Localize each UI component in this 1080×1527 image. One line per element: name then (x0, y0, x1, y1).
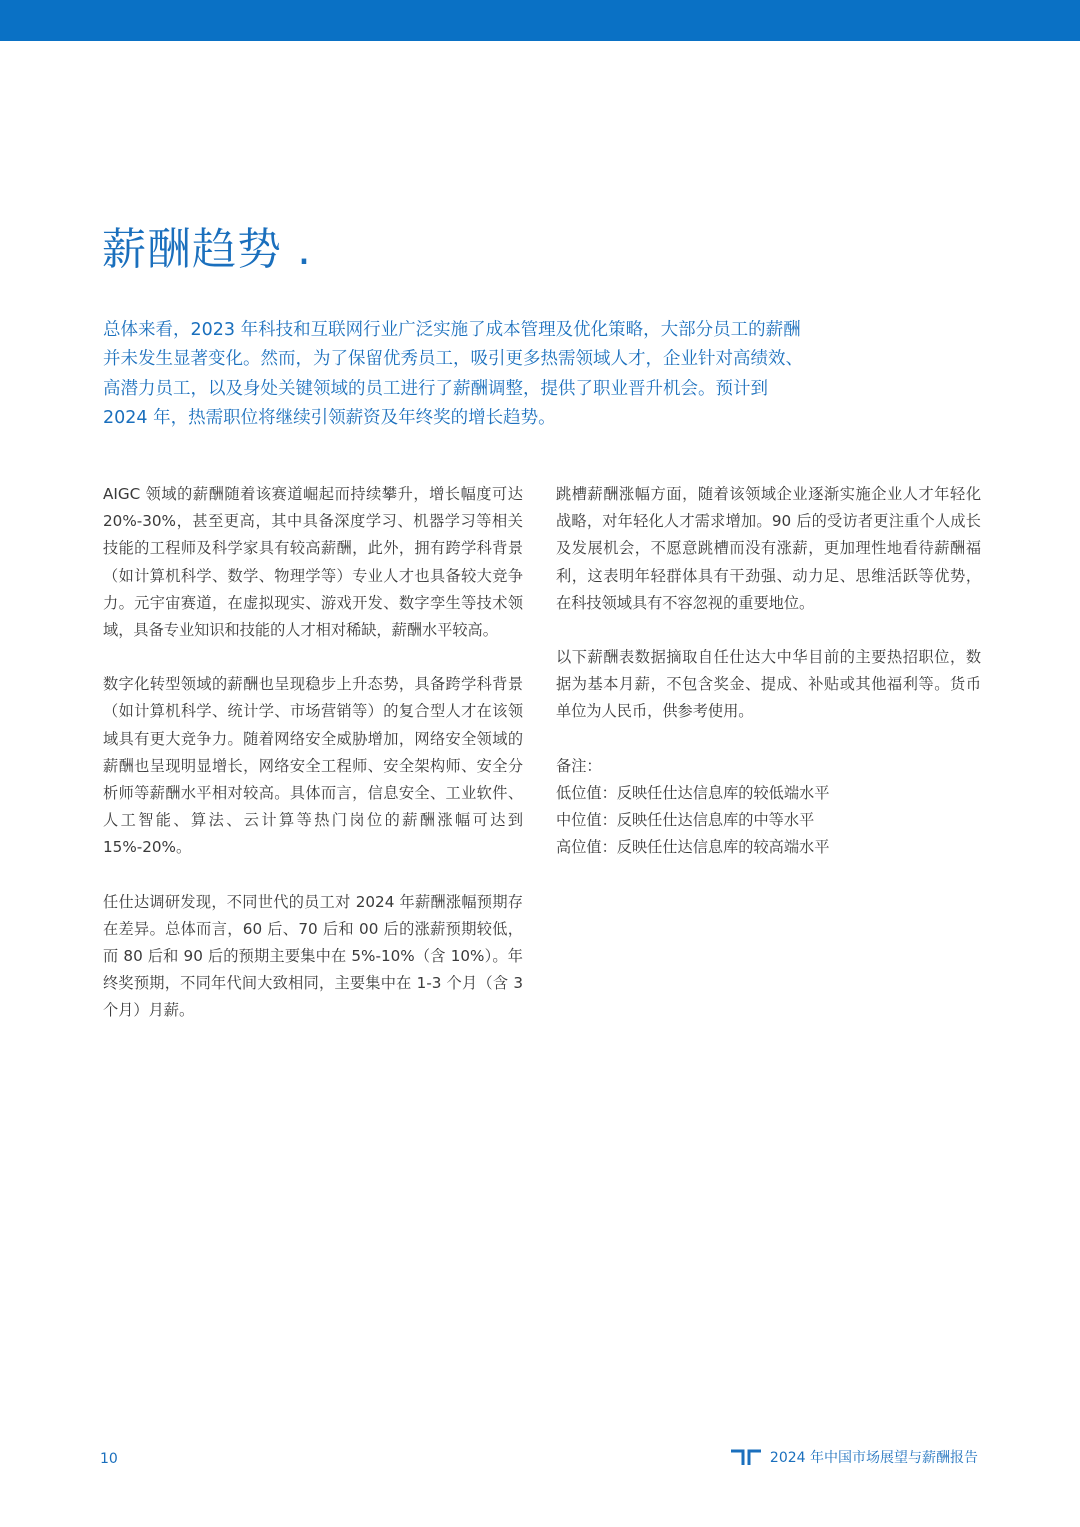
top-accent-bar (0, 0, 1080, 41)
intro-paragraph: 总体来看，2023 年科技和互联网行业广泛实施了成本管理及优化策略，大部分员工的薪酬并未发生显著变化。然而，为了保留优秀员工，吸引更多热需领域人才，企业针对高绩效、高潜力员工，以及身处关键领域的员工进行了薪酬调整，提供了职业晋升机会。预计到 2024 年，热需职位将继续引领薪资及年终奖的增长趋势。 (103, 320, 803, 428)
page-title: 薪酬趋势 . (102, 224, 312, 275)
note-item: 中位值：反映任仕达信息库的中等水平 (556, 811, 815, 830)
right-column (556, 481, 981, 861)
notes-list (556, 753, 981, 862)
note-item: 低位值：反映任仕达信息库的较低端水平 (556, 783, 830, 802)
body-paragraph: 以下薪酬表数据摘取自任仕达大中华目前的主要热招职位，数据为基本月薪，不包含奖金、提成、补贴或其他福利等。货币单位为人民币，供参考使用。 (556, 648, 981, 721)
report-title: 2024 年中国市场展望与薪酬报告 (769, 1450, 978, 1466)
footer (730, 1447, 978, 1467)
note-item: 高位值：反映任仕达信息库的较高端水平 (556, 838, 830, 857)
page-number: 10 (100, 1451, 118, 1467)
notes-heading: 备注： (556, 756, 602, 775)
body-paragraph: AIGC 领域的薪酬随着该赛道崛起而持续攀升，增长幅度可达 20%-30%，甚至更高，其中具备深度学习、机器学习等相关技能的工程师及科学家具有较高薪酬，此外，拥有跨学科背景（如计算机科学、数学、物理学等）专业人才也具备较大竞争力。元宇宙赛道，在虚拟现实、游戏开发、数字孪生等技术领域，具备专业知识和技能的人才相对稀缺，薪酬水平较高。 (103, 485, 523, 640)
body-paragraph: 任仕达调研发现，不同世代的员工对 2024 年薪酬涨幅预期存在差异。总体而言，60 后、70 后和 00 后的涨薪预期较低，而 80 后和 90 后的预期主要集中在 5%-10%（含 10%）。年终奖预期，不同年代间大致相同，主要集中在 1-3 个月（含 3 个月）月薪。 (103, 892, 523, 1020)
body-paragraph: 数字化转型领域的薪酬也呈现稳步上升态势，具备跨学科背景（如计算机科学、统计学、市场营销等）的复合型人才在该领域具有更大竞争力。随着网络安全威胁增加，网络安全领域的薪酬也呈现明显增长，网络安全工程师、安全架构师、安全分析师等薪酬水平相对较高。具体而言，信息安全、工业软件、人工智能、算法、云计算等热门岗位的薪酬涨幅可达到 15%-20%。 (103, 675, 523, 857)
left-column (103, 481, 523, 1052)
randstad-logo-icon (730, 1448, 762, 1466)
body-paragraph: 跳槽薪酬涨幅方面，随着该领域企业逐渐实施企业人才年轻化战略，对年轻化人才需求增加。90 后的受访者更注重个人成长及发展机会，不愿意跳槽而没有涨薪，更加理性地看待薪酬福利，这表明年轻群体具有干劲强、动力足、思维活跃等优势，在科技领域具有不容忽视的重要地位。 (556, 485, 981, 612)
